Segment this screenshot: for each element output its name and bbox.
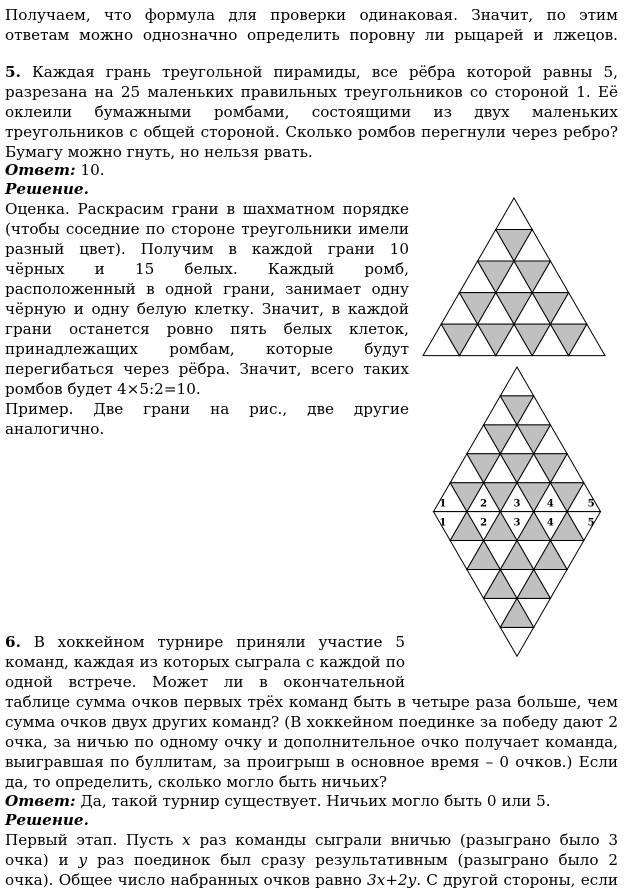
answer-label: Ответ: xyxy=(5,161,76,179)
problem-6-number: 6. xyxy=(5,633,21,651)
edge-label-top-5: 5 xyxy=(587,498,595,510)
problem-6-text-1: В хоккейном турнире приняли участие 5 xyxy=(33,633,405,651)
example-line-1: Пример. Две грани на рис., две другие xyxy=(5,400,409,418)
problem-6-line-7: выигравшая по буллитам, за проигрыш в основное время – 0 очков.) Если xyxy=(5,753,618,771)
problem-5-line-2: разрезана на 25 маленьких правильных треугольников со стороной 1. Её xyxy=(5,83,618,101)
solution-line-3: разный цвет). Получим в каждой грани 10 xyxy=(5,240,409,258)
solution-line-4: чёрных и 15 белых. Каждый ромб, xyxy=(5,260,409,278)
rhombus-figure xyxy=(428,362,606,682)
problem-6-line-2: команд, каждая из которых сыграла с каждой по xyxy=(5,653,405,671)
solution-line-5: расположенный в одной грани, занимает одну xyxy=(5,280,409,298)
problem-6-line-6: очка, за ничью по одному очку и дополнительное очко получает команда, xyxy=(5,733,618,751)
var-y: y xyxy=(78,851,88,869)
edge-label-bottom-1: 1 xyxy=(439,517,447,529)
problem-6-line-8: да, то определить, сколько могло быть ничьих? xyxy=(5,773,388,791)
edge-label-top-4: 4 xyxy=(546,498,554,510)
problem-5-answer xyxy=(5,160,105,180)
solution-line-2: (чтобы соседние по стороне треугольники имели xyxy=(5,220,409,238)
problem-5-line-3: оклеили бумажными ромбами, состоящими из двух маленьких xyxy=(5,103,618,121)
var-x: x xyxy=(182,831,191,849)
upper-face-white-triangle xyxy=(500,367,533,396)
problem-6-answer xyxy=(5,791,551,811)
solution-6-line-3: очка). Общее число набранных очков равно 3x+2y. С другой стороны, если xyxy=(5,871,619,889)
problem-6-line-1 xyxy=(5,632,405,652)
solution-line-9: перегибаться через рёбра. Значит, всего таких xyxy=(5,360,409,378)
answer-label-6: Ответ: xyxy=(5,792,76,810)
edge-label-bottom-2: 2 xyxy=(480,517,488,529)
problem-6-line-4: таблице сумма очков первых трёх команд быть в четыре раза больше, чем xyxy=(5,693,618,711)
edge-label-bottom-3: 3 xyxy=(513,517,521,529)
solution-line-7: грани останется ровно пять белых клеток, xyxy=(5,320,409,338)
problem-5-text-1: Каждая грань треугольной пирамиды, все рёбра которой равны 5, xyxy=(31,63,618,81)
solution-line-1: Оценка. Раскрасим грани в шахматном порядке xyxy=(5,200,409,218)
intro-line-1: Получаем, что формула для проверки одинаковая. Значит, по этим xyxy=(5,6,618,24)
triangle-face-figure xyxy=(418,193,610,357)
problem-5-line-5: Бумагу можно гнуть, но нельзя рвать. xyxy=(5,143,313,161)
solution-6-line-2: очка) и y раз поединок был сразу результативным (разыграно было 2 xyxy=(5,851,619,869)
edge-label-top-2: 2 xyxy=(480,498,488,510)
example-line-2: аналогично. xyxy=(5,420,105,438)
answer-value-6: Да, такой турнир существует. Ничьих могло быть 0 или 5. xyxy=(80,792,551,810)
solution-6-line-1: Первый этап. Пусть x раз команды сыграли вничью (разыграно было 3 xyxy=(5,831,619,849)
expr: 3x+2y xyxy=(366,871,417,889)
edge-label-bottom-5: 5 xyxy=(587,517,595,529)
lower-face-white-triangle xyxy=(500,627,533,656)
problem-5-line-1 xyxy=(5,62,618,82)
problem-5-number: 5. xyxy=(5,63,21,81)
solution-line-6: чёрную и одну белую клетку. Значит, в каждой xyxy=(5,300,409,318)
solution-label: Решение. xyxy=(5,180,89,198)
problem-6-line-3: одной встрече. Может ли в окончательной xyxy=(5,673,405,691)
face-white-triangle xyxy=(496,198,532,230)
intro-line-2: ответам можно однозначно определить поровну ли рыцарей и лжецов. xyxy=(5,26,618,44)
problem-5-line-4: треугольников с общей стороной. Сколько ромбов перегнули через ребро? xyxy=(5,123,618,141)
problem-6-line-5: сумма очков двух других команд? (В хоккейном поединке за победу дают 2 xyxy=(5,713,618,731)
answer-value: 10. xyxy=(80,161,105,179)
edge-label-top-1: 1 xyxy=(439,498,447,510)
edge-label-bottom-4: 4 xyxy=(546,517,554,529)
solution-label-6: Решение. xyxy=(5,811,89,829)
solution-line-10: ромбов будет 4×5:2=10. xyxy=(5,380,201,398)
edge-label-top-3: 3 xyxy=(513,498,521,510)
solution-line-8: принадлежащих ромбам, которые будут xyxy=(5,340,409,358)
problem-6-solution-label xyxy=(5,810,89,830)
problem-5-solution-label xyxy=(5,179,89,199)
